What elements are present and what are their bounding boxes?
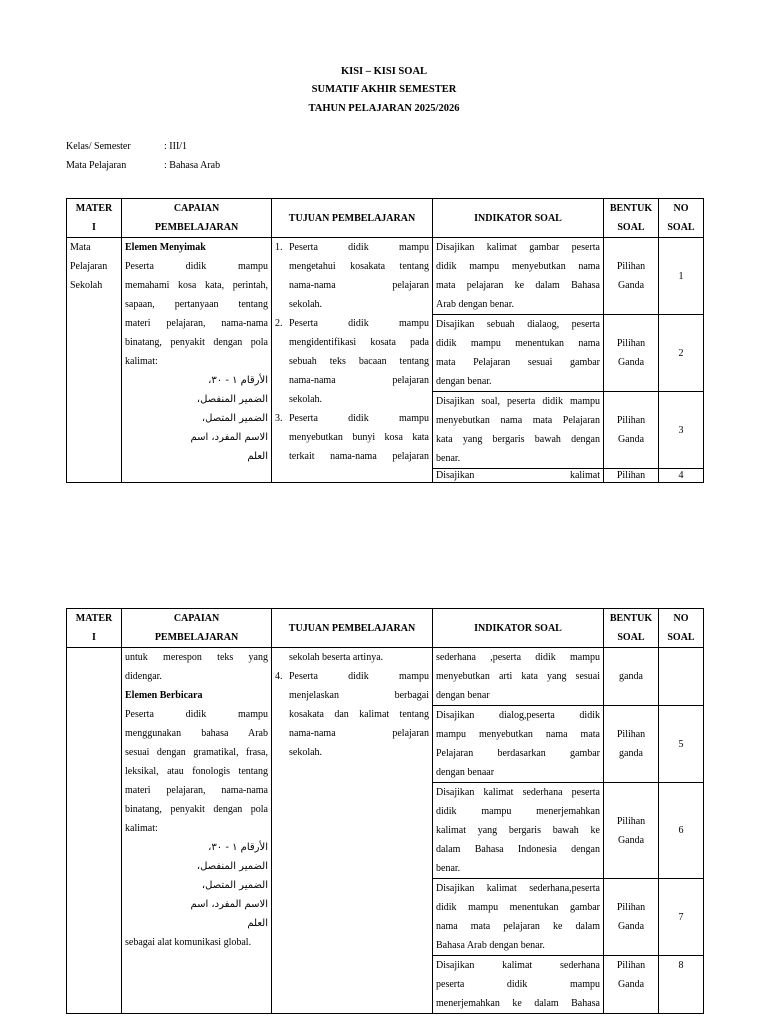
indikator-cell: Disajikan kalimat: [433, 469, 604, 483]
doc-title-line1: KISI – KISI SOAL: [340, 66, 428, 77]
doc-title-line3: TAHUN PELAJARAN 2025/2026: [308, 103, 460, 114]
doc-title-line2: SUMATIF AKHIR SEMESTER: [311, 84, 457, 95]
header-tujuan: TUJUAN PEMBELAJARAN: [272, 609, 433, 648]
header-materi: MATER I: [67, 609, 122, 648]
bentuk-cell: Pilihan Ganda: [604, 392, 659, 469]
bentuk-cell: Pilihan Ganda: [604, 783, 659, 879]
tujuan-cell: [272, 238, 433, 483]
materi-cell: Mata Pelajaran Sekolah: [67, 238, 122, 483]
header-tujuan: TUJUAN PEMBELAJARAN: [272, 199, 433, 238]
no-cell: [659, 648, 704, 706]
bentuk-cell: Pilihan Ganda: [604, 879, 659, 956]
bentuk-cell: Pilihan Ganda: [604, 238, 659, 315]
tujuan-item: 1. Peserta didik mampu mengetahui kosakata tentang nama-nama pelajaran sekolah.: [275, 242, 429, 310]
kisi-table-page1: [66, 198, 704, 483]
header-indikator: INDIKATOR SOAL: [433, 609, 604, 648]
indikator-cell: Disajikan soal, peserta didik mampu menyebutkan nama mata Pelajaran kata yang bergaris bawah dengan benar.: [433, 392, 604, 469]
tujuan-cell: [272, 648, 433, 1014]
mapel-value: : Bahasa Arab: [164, 160, 221, 171]
no-cell: 1: [659, 238, 704, 315]
indikator-cell: Disajikan kalimat sederhana peserta didik mampu menerjemahkan kalimat yang bergaris bawah ke dalam Bahasa Indonesia dengan benar.: [433, 783, 604, 879]
kelas-value: : III/1: [164, 141, 188, 152]
kisi-table-page2: [66, 608, 704, 1014]
no-cell: 5: [659, 706, 704, 783]
tujuan-item: 3. Peserta didik mampu menyebutkan bunyi kosa kata terkait nama-nama pelajaran: [275, 413, 429, 462]
indikator-cell: sederhana ,peserta didik mampu menyebutkan arti kata yang sesuai dengan benar: [433, 648, 604, 706]
kelas-label: Kelas/ Semester: [66, 141, 131, 152]
capaian-arabic: الأرقام ١ - ٣٠،: [208, 375, 268, 386]
indikator-cell: Disajikan kalimat sederhana,peserta didik mampu menentukan gambar nama mata pelajaran ke dalam Bahasa Arab dengan benar.: [433, 879, 604, 956]
tujuan-item: 4. Peserta didik mampu menjelaskan berbagai kosakata dan kalimat tentang nama-nama pelajaran sekolah.: [275, 671, 429, 758]
header-no: NO SOAL: [659, 609, 704, 648]
indikator-cell: Disajikan kalimat gambar peserta didik mampu menyebutkan nama mata pelajaran ke dalam Bahasa Arab dengan benar.: [433, 238, 604, 315]
tujuan-cont: sekolah beserta artinya.: [289, 652, 384, 663]
bentuk-cell: Pilihan Ganda: [604, 956, 659, 1014]
no-cell: 8: [659, 956, 704, 1014]
indikator-cell: Disajikan sebuah dialaog, peserta didik mampu menentukan nama mata Pelajaran sesuai gambar dengan benar.: [433, 315, 604, 392]
header-no: NO SOAL: [659, 199, 704, 238]
header-materi: MATER I: [67, 199, 122, 238]
tujuan-item: 2. Peserta didik mampu mengidentifikasi kosata pada sebuah teks bacaan tentang nama-nama pelajaran sekolah.: [275, 318, 429, 405]
capaian-heading: Elemen Berbicara: [125, 690, 203, 701]
indikator-cell: Disajikan dialog,peserta didik mampu menyebutkan nama mata Pelajaran berdasarkan gambar dengan benaar: [433, 706, 604, 783]
header-capaian: CAPAIAN PEMBELAJARAN: [122, 609, 272, 648]
bentuk-cell: ganda: [604, 648, 659, 706]
no-cell: 7: [659, 879, 704, 956]
no-cell: 2: [659, 315, 704, 392]
no-cell: 6: [659, 783, 704, 879]
capaian-arabic: الأرقام ١ - ٣٠،: [208, 842, 268, 853]
header-capaian: CAPAIAN PEMBELAJARAN: [122, 199, 272, 238]
mapel-label: Mata Pelajaran: [66, 160, 127, 171]
bentuk-cell: Pilihan: [604, 469, 659, 483]
no-cell: 4: [659, 469, 704, 483]
capaian-cell: Elemen Menyimak Peserta didik mampu memahami kosa kata, perintah, sapaan, pertanyaan tentang materi pelajaran, nama-nama binatang, penyakit dengan pola kalimat: الأرقام ١ - ٣٠، الضمير المنفصل، الضمير المتصل، الاسم المفرد، اسم العلم: [122, 238, 272, 483]
materi-cell: [67, 648, 122, 1014]
header-bentuk: BENTUK SOAL: [604, 609, 659, 648]
bentuk-cell: Pilihan Ganda: [604, 315, 659, 392]
no-cell: 3: [659, 392, 704, 469]
bentuk-cell: Pilihan ganda: [604, 706, 659, 783]
header-bentuk: BENTUK SOAL: [604, 199, 659, 238]
capaian-cell: untuk merespon teks yang didengar. Elemen Berbicara Peserta didik mampu menggunakan bahasa Arab sesuai dengan gramatikal, frasa, leksikal, atau fonologis tentang materi pelajaran, nama-nama binatang, penyakit dengan pola kalimat: الأرقام ١ - ٣٠، الضمير المنفصل، الضمير المتصل، الاسم المفرد، اسم العلم sebagai alat komunikasi global.: [122, 648, 272, 1014]
indikator-cell: Disajikan kalimat sederhana peserta didik mampu menerjemahkan ke dalam Bahasa: [433, 956, 604, 1014]
capaian-heading: Elemen Menyimak: [125, 242, 206, 253]
header-indikator: INDIKATOR SOAL: [433, 199, 604, 238]
